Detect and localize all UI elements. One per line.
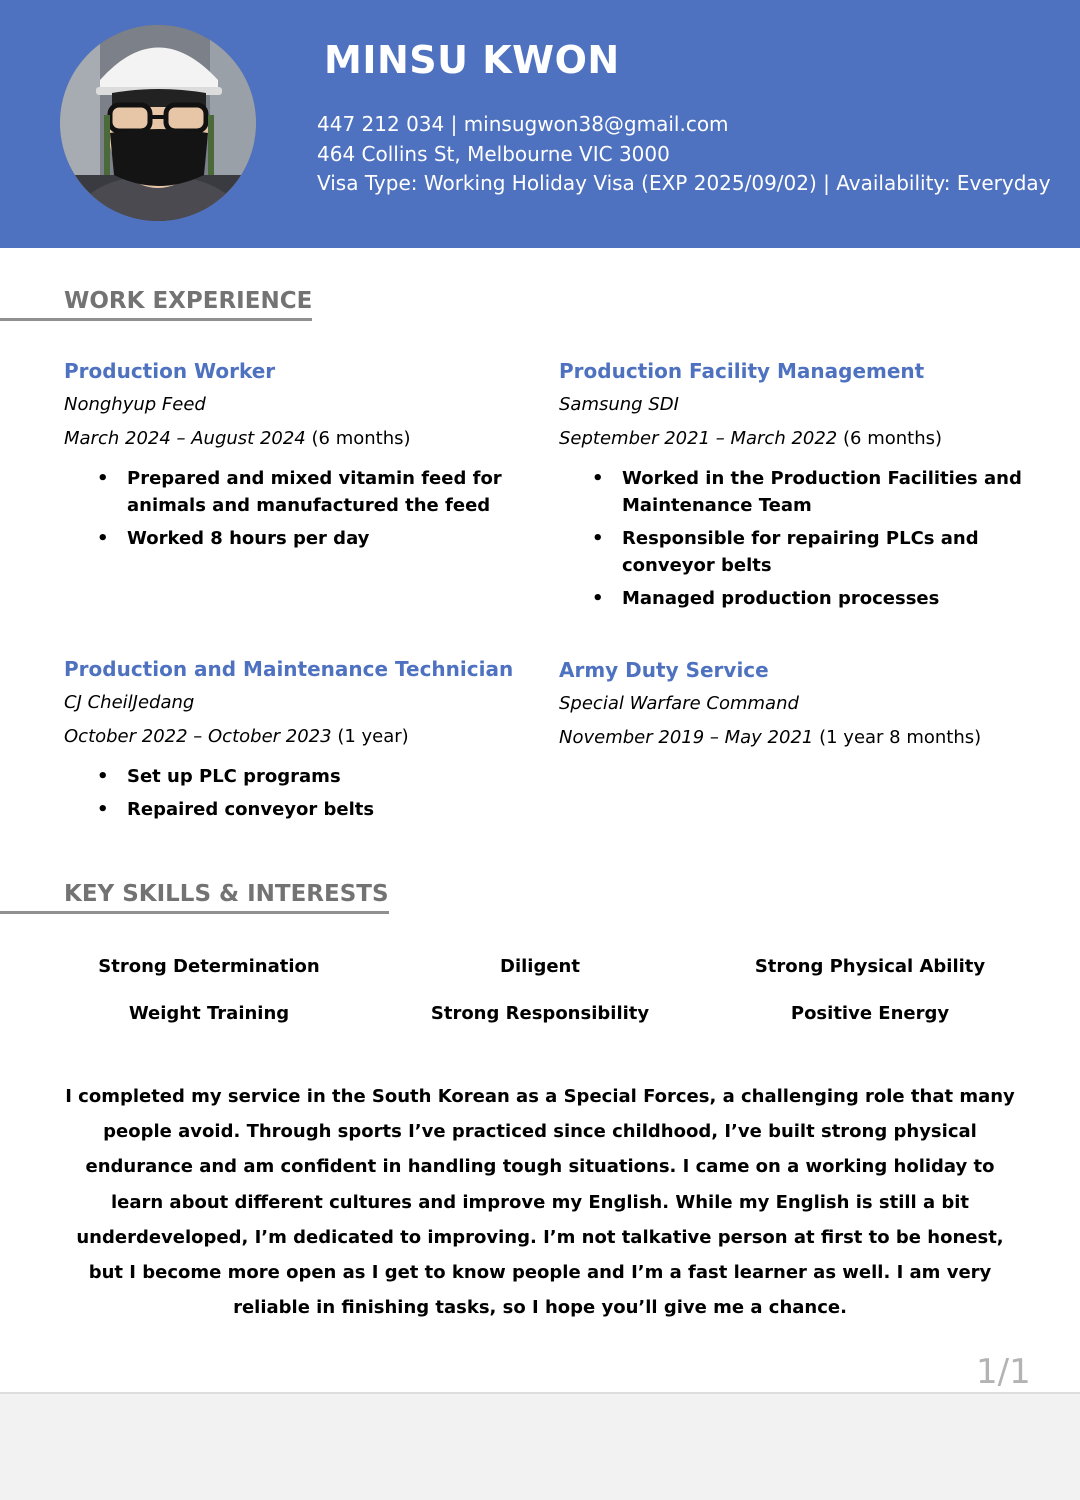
job-dates xyxy=(64,725,534,749)
contact-info xyxy=(317,110,1051,199)
job-entry xyxy=(64,656,534,829)
job-duty: • Set up PLC programs xyxy=(97,766,341,787)
job-duties xyxy=(64,763,534,823)
job-duration: (1 year) xyxy=(337,726,409,747)
job-duration: (6 months) xyxy=(311,428,411,449)
job-dates xyxy=(559,726,1029,750)
work-experience-heading: WORK EXPERIENCE xyxy=(0,288,312,321)
job-title: Production Worker xyxy=(64,359,276,383)
page-indicator: 1/1 xyxy=(976,1352,1031,1392)
job-duties xyxy=(559,465,1029,612)
skill-item: Weight Training xyxy=(128,1003,290,1024)
contact-address: 464 Collins St, Melbourne VIC 3000 xyxy=(317,141,670,166)
person-photo-icon xyxy=(60,25,256,221)
job-title: Production and Maintenance Technician xyxy=(64,657,514,681)
skill-item: Strong Determination xyxy=(98,956,320,977)
job-company: CJ CheilJedang xyxy=(64,692,195,713)
job-duration: (6 months) xyxy=(843,428,943,449)
job-duty: • Managed production processes xyxy=(592,588,940,609)
job-dates xyxy=(559,427,1029,451)
skill-item: Diligent xyxy=(500,956,580,977)
contact-visa-availability: Visa Type: Working Holiday Visa (EXP 2025/09/02) | Availability: Everyday xyxy=(317,171,1051,195)
job-dates xyxy=(64,427,534,451)
job-duty: • Responsible for repairing PLCs and conveyor belts xyxy=(592,528,979,576)
job-duty: • Prepared and mixed vitamin feed for animals and manufactured the feed xyxy=(97,468,502,516)
skills-grid xyxy=(0,952,1080,1046)
job-company: Nonghyup Feed xyxy=(64,394,206,415)
personal-summary: I completed my service in the South Korean as a Special Forces, a challenging role that many people avoid. Through sports I’ve practiced since childhood, I’ve built strong physical endurance and am confident in handling tough situations. I came on a working holiday to learn about different cultures and improve my English. While my English is still a bit underdeveloped, I’m dedicated to improving. I’m not talkative person at first to be honest, but I become more open as I get to know people and I’m a fast learner as well. I am very reliable in finishing tasks, so I hope you’ll give me a chance. xyxy=(65,1086,1015,1319)
skill-item: Strong Responsibility xyxy=(430,1003,650,1024)
job-company: Samsung SDI xyxy=(559,394,679,415)
job-date-range: March 2024 – August 2024 xyxy=(64,428,306,449)
job-title: Production Facility Management xyxy=(559,359,925,383)
candidate-name: MINSU KWON xyxy=(324,38,620,82)
job-company: Special Warfare Command xyxy=(559,693,799,714)
viewer-background xyxy=(0,1394,1080,1500)
job-duty: • Repaired conveyor belts xyxy=(97,799,375,820)
job-duty: • Worked 8 hours per day xyxy=(97,528,370,549)
job-date-range: October 2022 – October 2023 xyxy=(64,726,332,747)
header-banner xyxy=(0,0,1080,248)
job-date-range: September 2021 – March 2022 xyxy=(559,428,838,449)
job-duties xyxy=(64,465,534,552)
job-entry xyxy=(64,358,534,558)
profile-photo xyxy=(60,25,256,221)
key-skills-heading: KEY SKILLS & INTERESTS xyxy=(0,881,389,914)
skill-item: Strong Physical Ability xyxy=(754,956,986,977)
job-duty: • Worked in the Production Facilities and Maintenance Team xyxy=(592,468,1022,516)
job-title: Army Duty Service xyxy=(559,658,769,682)
contact-phone-email: 447 212 034 | minsugwon38@gmail.com xyxy=(317,112,729,136)
job-duration: (1 year 8 months) xyxy=(819,727,982,748)
job-entry xyxy=(559,657,1029,750)
job-entry xyxy=(559,358,1029,618)
job-date-range: November 2019 – May 2021 xyxy=(559,727,814,748)
skill-item: Positive Energy xyxy=(790,1003,950,1024)
